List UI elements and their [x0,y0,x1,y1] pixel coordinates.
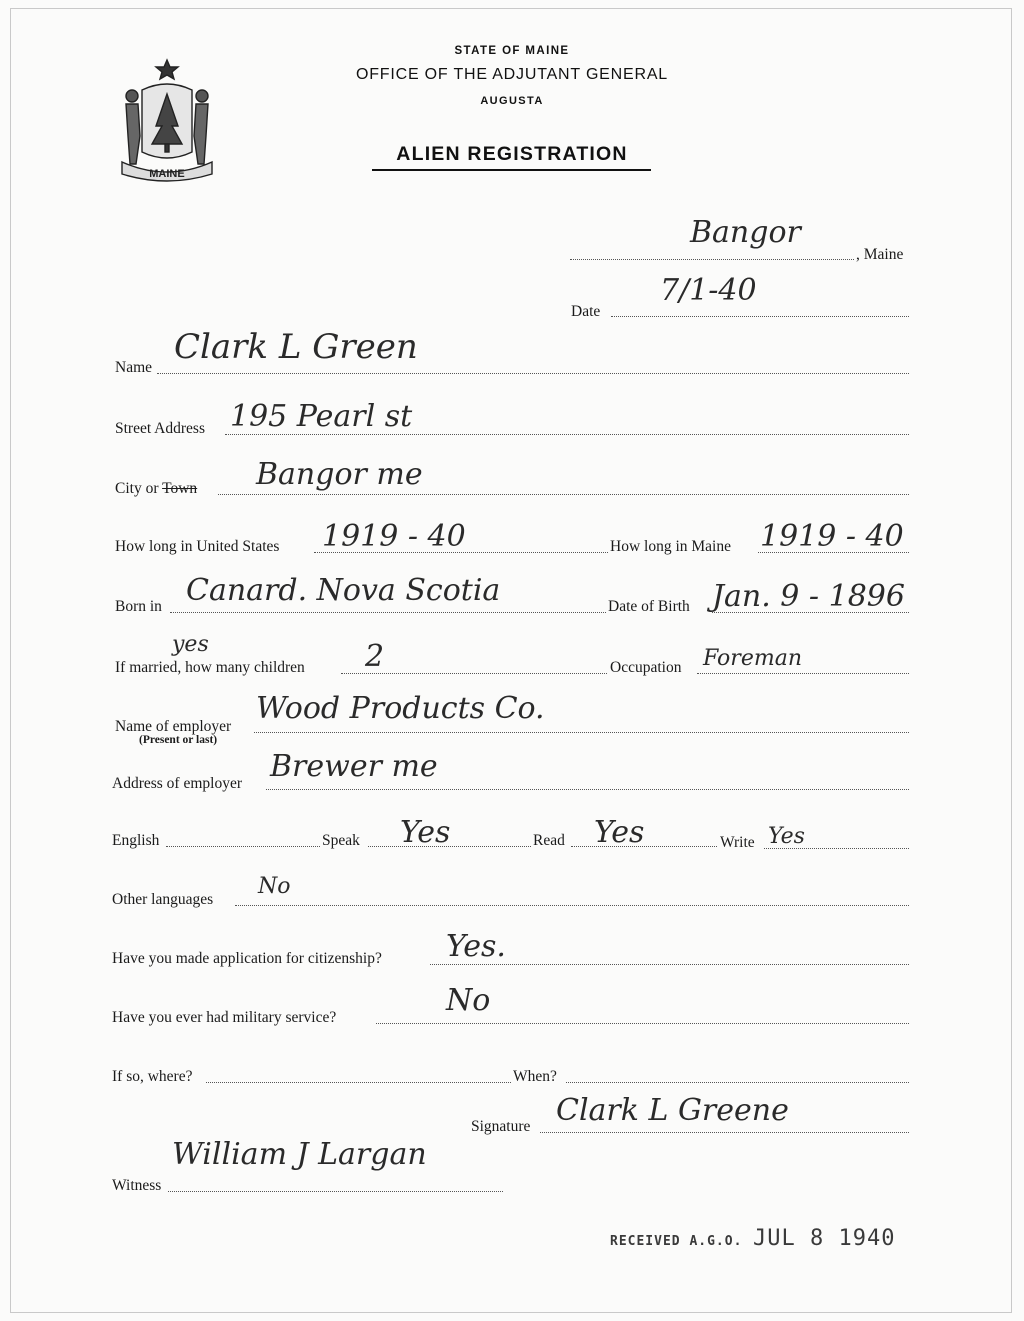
svg-text:MAINE: MAINE [149,168,185,180]
write-value: Yes [768,824,805,849]
citizenship-value: Yes. [446,929,506,964]
signature-label: Signature [471,1118,531,1135]
if-so-field[interactable] [206,1082,511,1083]
employer-sub-label: (Present or last) [139,734,218,746]
married-yes-value: yes [172,632,209,657]
military-label: Have you ever had military service? [112,1009,337,1026]
write-label: Write [720,834,755,851]
city-label [115,480,197,498]
signature-value: Clark L Greene [556,1093,789,1128]
title-underline [372,169,651,171]
employer-label: Name of employer [115,718,232,735]
name-value: Clark L Green [174,327,418,367]
form-title: ALIEN REGISTRATION [396,143,628,165]
read-value: Yes [594,815,645,850]
children-value: 2 [365,639,385,674]
how-long-maine-value: 1919 - 40 [760,519,904,554]
city-value: Bangor me [256,457,423,492]
received-stamp [610,1226,896,1251]
citizenship-field[interactable] [430,964,909,965]
military-value: No [446,983,491,1018]
street-field[interactable] [225,434,909,435]
how-long-us-value: 1919 - 40 [322,519,466,554]
witness-value: William J Largan [172,1137,427,1172]
how-long-maine-label: How long in Maine [610,538,731,555]
occupation-value: Foreman [703,646,802,671]
name-label: Name [115,359,153,376]
place-value: Bangor [690,215,801,250]
city-field[interactable] [218,494,909,495]
place-field[interactable] [570,259,854,260]
when-label: When? [513,1068,557,1085]
date-value: 7/1-40 [660,273,757,308]
employer-field[interactable] [254,732,909,733]
witness-field[interactable] [168,1191,503,1192]
header-city: AUGUSTA [480,95,544,107]
occupation-label: Occupation [610,659,682,676]
street-label: Street Address [115,420,205,437]
read-label: Read [533,832,565,849]
other-lang-label: Other languages [112,891,214,908]
dob-value: Jan. 9 - 1896 [712,579,905,614]
name-field[interactable] [157,373,909,374]
married-label: If married, how many children [115,659,305,676]
speak-label: Speak [322,832,360,849]
born-in-label: Born in [115,598,162,615]
street-value: 195 Pearl st [230,399,413,434]
maine-label: , Maine [856,246,904,263]
english-dots [166,846,320,847]
english-label: English [112,832,160,849]
employer-addr-value: Brewer me [270,749,438,784]
received-stamp-date: JUL 8 1940 [753,1226,896,1251]
employer-addr-field[interactable] [266,789,909,790]
signature-field[interactable] [540,1132,909,1133]
employer-addr-label: Address of employer [112,775,242,792]
if-so-label: If so, where? [112,1068,193,1085]
city-or-text: City or [115,480,163,497]
military-field[interactable] [376,1023,909,1024]
speak-value: Yes [400,815,451,850]
header-state: STATE OF MAINE [454,45,570,57]
occupation-field[interactable] [697,673,909,674]
received-stamp-text: RECEIVED A.G.O. [610,1234,743,1249]
date-label: Date [571,303,601,320]
how-long-us-label: How long in United States [115,538,280,555]
employer-value: Wood Products Co. [256,691,545,726]
header-office: OFFICE OF THE ADJUTANT GENERAL [355,66,669,83]
other-lang-value: No [258,874,291,899]
date-field[interactable] [611,316,909,317]
born-in-field[interactable] [170,612,606,613]
dob-label: Date of Birth [608,598,690,615]
other-lang-field[interactable] [235,905,909,906]
town-struck-text: Town [162,480,198,497]
when-field[interactable] [566,1082,909,1083]
witness-label: Witness [112,1177,162,1194]
born-in-value: Canard. Nova Scotia [186,573,501,608]
citizenship-label: Have you made application for citizenship? [112,950,382,967]
